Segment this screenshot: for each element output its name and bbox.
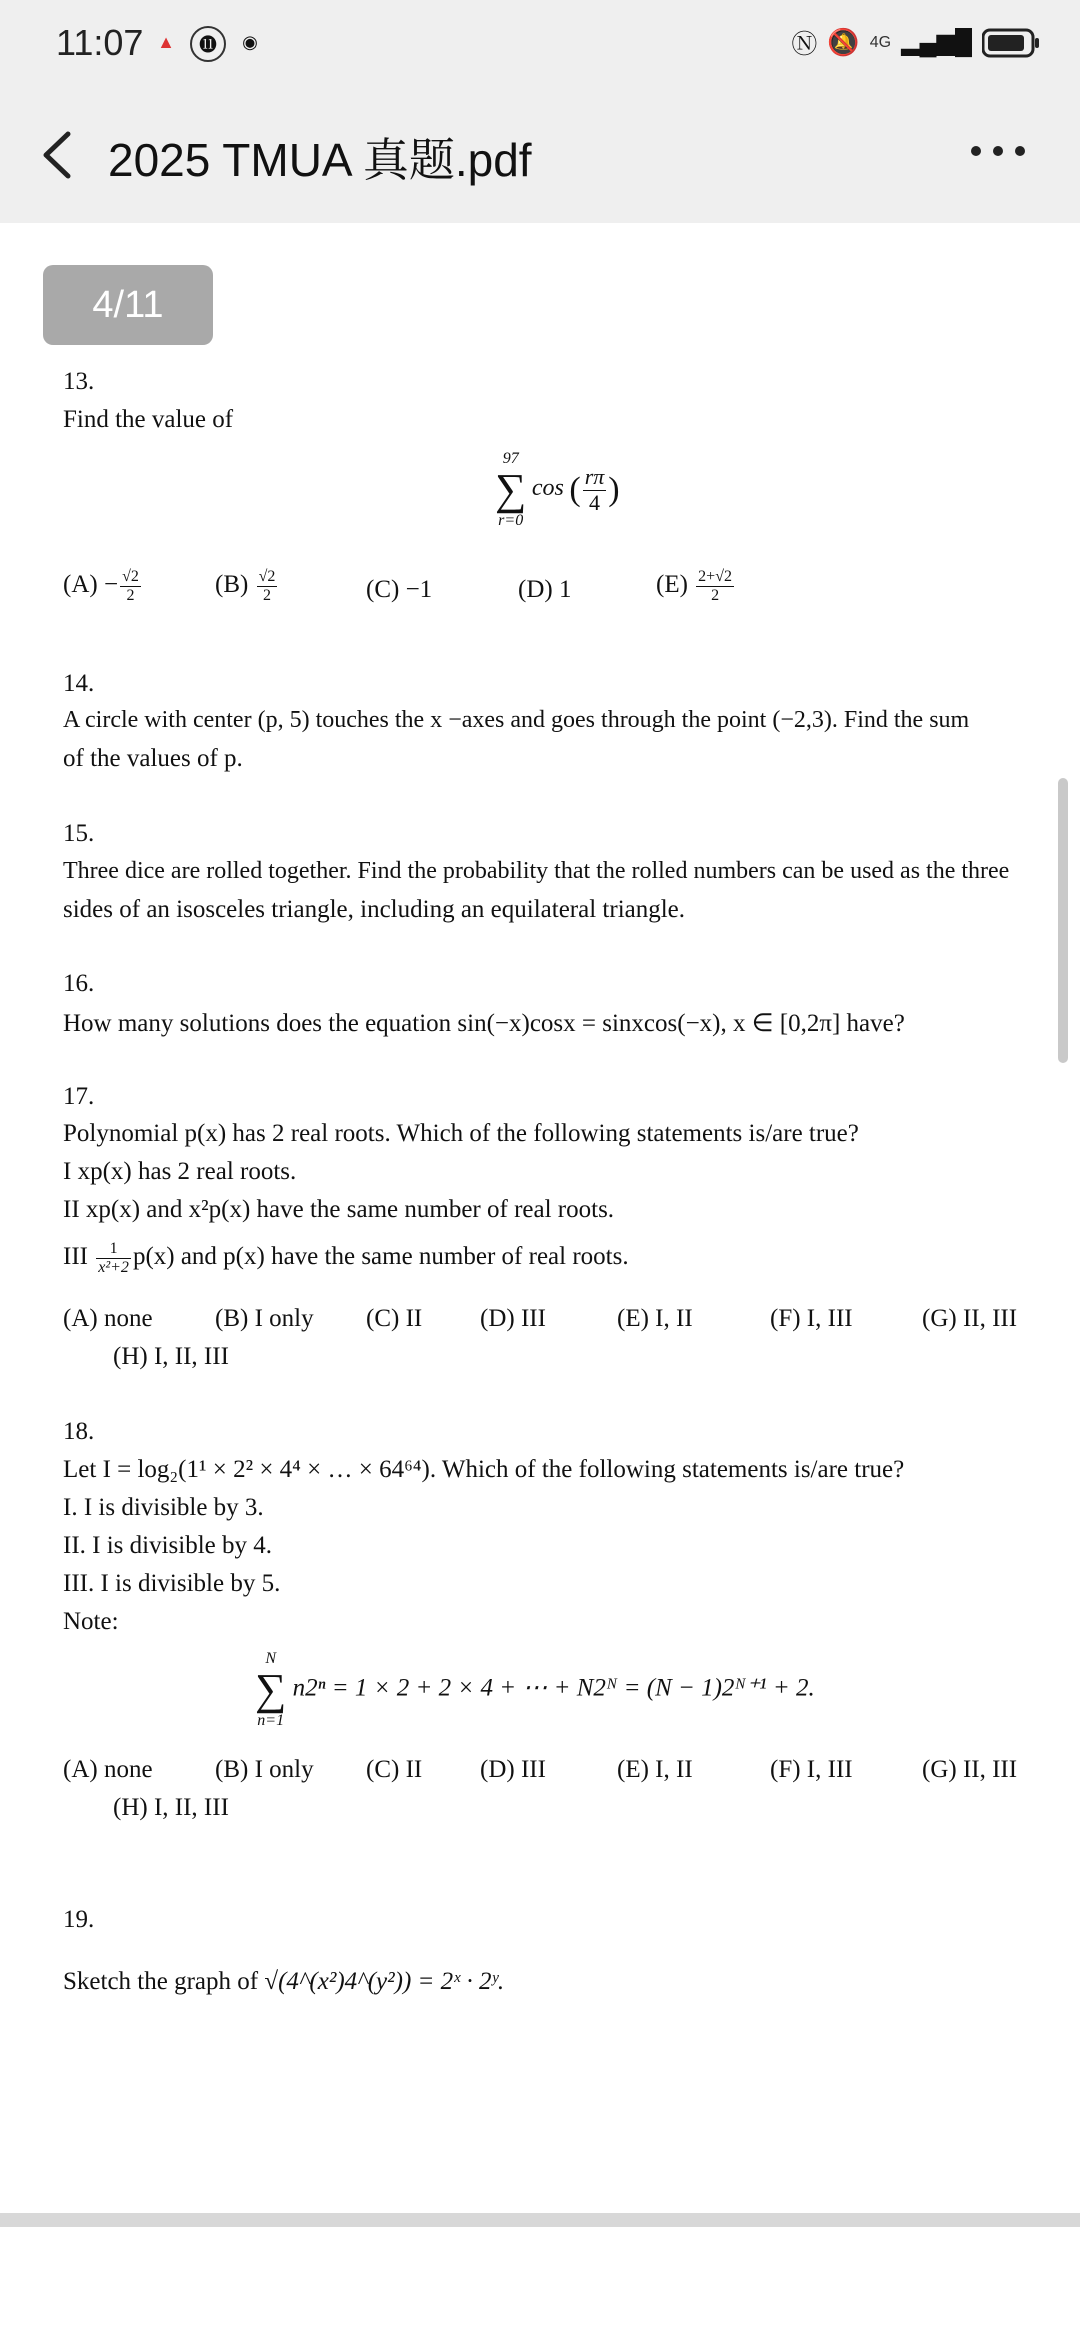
q13-option-b: (B) $\frac{√2}{2}$ [215, 568, 276, 604]
battery-icon [982, 28, 1040, 58]
status-system-icons [791, 24, 1040, 61]
page-divider [0, 2213, 1080, 2227]
q17-line3: II xp(x) and x²p(x) have the same number of real roots. [63, 1196, 615, 1223]
q18-summation [255, 1650, 815, 1730]
q18-note: Note: [63, 1608, 119, 1635]
page-indicator: 4/11 [43, 265, 213, 345]
q13-sum-upper: 97 [502, 450, 519, 467]
q18-sum-expr: n2ⁿ = 1 × 2 + 2 × 4 + ⋯ + N2ᴺ = (N − 1)2ᴺ⁺¹ + 2. [292, 1674, 815, 1702]
q18-line2: I. I is divisible by 3. [63, 1494, 264, 1521]
q18-option-c: (C) II [366, 1756, 423, 1783]
q18-option-h: (H) I, II, III [113, 1794, 229, 1821]
more-options-icon[interactable] [968, 136, 1028, 166]
q13-sum-lower: r=0 [498, 512, 524, 529]
q17-option-a: (A) none [63, 1305, 153, 1332]
q14-number: 14. [63, 670, 95, 697]
app-header [0, 88, 1080, 223]
q18-sum-lower: n=1 [257, 1712, 285, 1729]
q18-option-d: (D) III [480, 1756, 546, 1783]
q18-sum-upper: N [265, 1650, 277, 1667]
q17-line1: Polynomial p(x) has 2 real roots. Which of the following statements is/are true? [63, 1120, 859, 1147]
network-type: 4G [869, 33, 892, 51]
q13-summation: 97 ∑ r=0 cos ( $\frac{r\pi}{4}$ ) [495, 450, 620, 529]
q13-option-d: (D) 1 [518, 576, 572, 603]
sigma-icon: ∑ [255, 1665, 287, 1714]
q18-option-b: (B) I only [215, 1756, 314, 1783]
q17-option-f: (F) I, III [770, 1305, 853, 1332]
signal-icon: ▂▄▆█ [901, 29, 972, 56]
q17-line2: I xp(x) has 2 real roots. [63, 1158, 297, 1185]
status-notification-icons [150, 26, 266, 62]
q17-option-e: (E) I, II [617, 1305, 693, 1332]
q19-expr: √(4^(x²)4^(y²)) = 2ˣ · 2ʸ. [264, 1968, 505, 1995]
q16-number: 16. [63, 970, 95, 997]
q17-option-b: (B) I only [215, 1305, 314, 1332]
q13-prompt: Find the value of [63, 406, 234, 433]
q15-number: 15. [63, 820, 95, 847]
q17-option-d: (D) III [480, 1305, 546, 1332]
q13-frac-den: 4 [589, 489, 600, 515]
document-title: 2025 TMUA 真题.pdf [108, 134, 532, 186]
q18-line1: Let I = log₂(1¹ × 2² × 4⁴ × … × 64⁶⁴). Which of the following statements is/are true? [63, 1456, 905, 1483]
q15-line2: sides of an isosceles triangle, including an equilateral triangle. [63, 896, 686, 923]
q13-number: 13. [63, 368, 95, 395]
q16-line1: How many solutions does the equation sin(−x)cosx = sinxcos(−x), x ∈ [0,2π] have? [63, 1010, 905, 1037]
q18-option-e: (E) I, II [617, 1756, 693, 1783]
status-time: 11:07 [56, 22, 144, 63]
mute-icon: 🔕 [827, 27, 860, 57]
status-bar [0, 0, 1080, 88]
q15-line1: Three dice are rolled together. Find the probability that the rolled numbers can be used as the three [63, 858, 1010, 884]
sigma-icon: ∑ [495, 465, 527, 514]
q13-option-a: (A) − $\frac{√2}{2}$ [63, 568, 139, 604]
q13-sum-expr: cos [531, 475, 564, 502]
q18-option-g: (G) II, III [922, 1756, 1018, 1783]
q17-option-c: (C) II [366, 1305, 423, 1332]
q17-option-h: (H) I, II, III [113, 1343, 229, 1370]
nfc-icon: Ⓝ [791, 29, 818, 59]
alert-icon: ▲ [157, 31, 175, 52]
q18-number: 18. [63, 1418, 95, 1445]
eye-icon: ◉ [242, 31, 258, 52]
q18-option-a: (A) none [63, 1756, 153, 1783]
q17-option-g: (G) II, III [922, 1305, 1018, 1332]
q18-option-f: (F) I, III [770, 1756, 853, 1783]
q14-line1: A circle with center (p, 5) touches the x −axes and goes through the point (−2,3). Find the sum [63, 707, 970, 733]
q19-number: 19. [63, 1906, 95, 1933]
q13-option-e: (E) $\frac{2+√2}{2}$ [656, 568, 732, 604]
q17-number: 17. [63, 1083, 95, 1110]
scrollbar-thumb[interactable] [1058, 778, 1068, 1063]
q18-line3: II. I is divisible by 4. [63, 1532, 273, 1559]
back-arrow-icon[interactable] [34, 128, 82, 182]
q17-line4: III $\frac{1}{\text{x²+2}}$ p(x) and p(x) have the same number of real roots. [63, 1240, 629, 1276]
q18-line4: III. I is divisible by 5. [63, 1570, 281, 1597]
q13-option-c: (C) −1 [366, 576, 433, 603]
q19-line: Sketch the graph of √(4^(x²)4^(y²)) = 2ˣ · 2ʸ. [63, 1968, 505, 1995]
q13-frac-num: rπ [584, 464, 605, 490]
badge-icon: ⓫ [190, 26, 226, 62]
q14-line2: of the values of p. [63, 745, 243, 772]
